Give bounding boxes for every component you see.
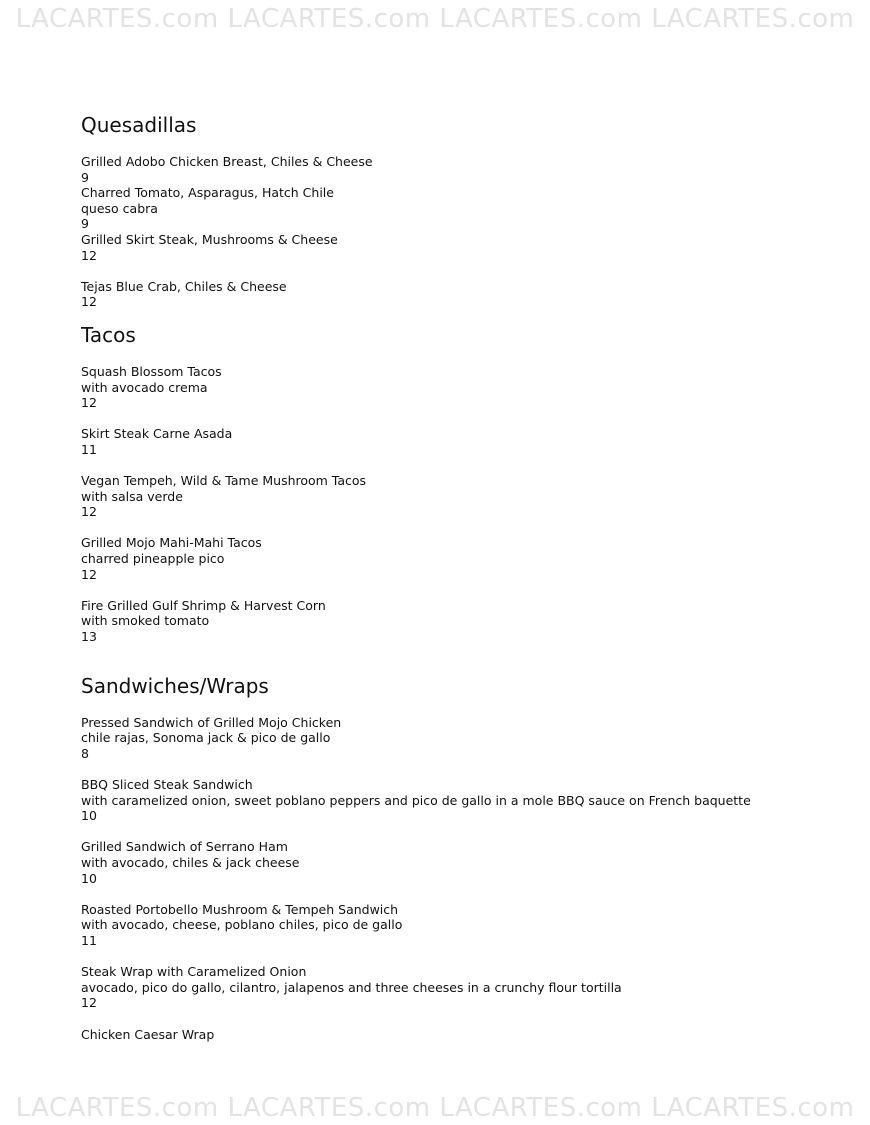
menu-item (81, 364, 841, 411)
item-description: with avocado, cheese, poblano chiles, pico de gallo (81, 917, 403, 933)
item-name: Tejas Blue Crab, Chiles & Cheese (81, 278, 287, 294)
menu-item (81, 279, 841, 310)
section-title: Quesadillas (81, 113, 197, 137)
item-description: queso cabra (81, 200, 158, 216)
section-title: Tacos (81, 322, 136, 347)
item-name: Grilled Adobo Chicken Breast, Chiles & Cheese (81, 154, 373, 169)
menu-content (81, 112, 841, 1042)
section-tacos (81, 322, 841, 645)
item-name: Skirt Steak Carne Asada (81, 426, 233, 442)
menu-item (81, 902, 841, 949)
item-name: Grilled Mojo Mahi-Mahi Tacos (81, 535, 262, 551)
item-name: Vegan Tempeh, Wild & Tame Mushroom Tacos (81, 473, 367, 489)
item-price: 12 (81, 247, 97, 263)
menu-item (81, 964, 841, 1011)
item-price: 12 (81, 504, 97, 520)
menu-item (81, 473, 841, 520)
item-name: BBQ Sliced Steak Sandwich (81, 777, 253, 792)
item-description: with smoked tomato (81, 613, 210, 629)
watermark-bottom: LACARTES.com LACARTES.com LACARTES.com LACARTES.com (15, 1093, 855, 1123)
item-name: Squash Blossom Tacos (81, 363, 222, 379)
item-description: chile rajas, Sonoma jack & pico de gallo (81, 730, 331, 746)
item-price: 9 (81, 216, 89, 232)
menu-item (81, 777, 841, 824)
item-name: Fire Grilled Gulf Shrimp & Harvest Corn (81, 597, 326, 613)
menu-item (81, 232, 841, 263)
watermark-top: LACARTES.com LACARTES.com LACARTES.com LACARTES.com (15, 4, 855, 34)
item-price: 12 (81, 995, 97, 1011)
item-name: Grilled Skirt Steak, Mushrooms & Cheese (81, 231, 338, 247)
section-title: Sandwiches/Wraps (81, 673, 269, 698)
item-price: 12 (81, 294, 97, 310)
item-description: with avocado crema (81, 379, 208, 395)
menu-item (81, 1027, 841, 1043)
item-description: avocado, pico do gallo, cilantro, jalapenos and three cheeses in a crunchy flour tortilla (81, 979, 622, 995)
item-description: with avocado, chiles & jack cheese (81, 854, 300, 870)
item-price: 10 (81, 870, 97, 886)
section-sandwiches-wraps (81, 673, 841, 1042)
menu-item (81, 535, 841, 582)
item-price: 11 (81, 441, 97, 457)
item-name: Charred Tomato, Asparagus, Hatch Chile (81, 185, 334, 201)
item-price: 12 (81, 566, 97, 582)
menu-item (81, 185, 841, 232)
item-description: charred pineapple pico (81, 551, 225, 567)
menu-item (81, 426, 841, 457)
item-description: with caramelized onion, sweet poblano peppers and pico de gallo in a mole BBQ sauce on French baquette (81, 792, 751, 808)
menu-item (81, 839, 841, 886)
item-name: Chicken Caesar Wrap (81, 1026, 215, 1042)
item-price: 12 (81, 395, 97, 411)
item-price: 11 (81, 932, 97, 948)
section-quesadillas (81, 112, 841, 310)
item-price: 10 (81, 808, 97, 824)
item-name: Pressed Sandwich of Grilled Mojo Chicken (81, 714, 342, 730)
item-description: with salsa verde (81, 488, 183, 504)
item-price: 8 (81, 745, 89, 761)
menu-item (81, 715, 841, 762)
item-price: 13 (81, 629, 97, 645)
item-name: Roasted Portobello Mushroom & Tempeh Sandwich (81, 901, 399, 917)
item-name: Grilled Sandwich of Serrano Ham (81, 839, 288, 855)
menu-item (81, 154, 841, 185)
menu-item (81, 598, 841, 645)
item-price: 9 (81, 169, 89, 185)
item-name: Steak Wrap with Caramelized Onion (81, 964, 307, 980)
